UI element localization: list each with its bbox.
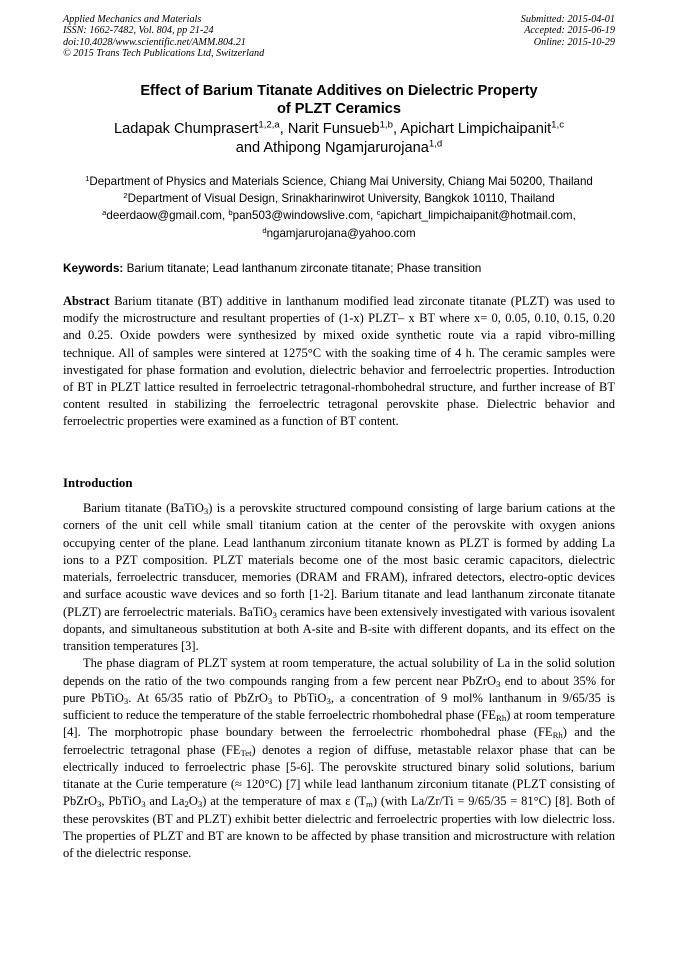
text-run: . At 65/35 ratio of PbZrO bbox=[128, 690, 268, 705]
text-run: and La bbox=[145, 794, 185, 809]
author-name: Narit Funsueb bbox=[287, 121, 380, 137]
text-run: ) at room temperature [4]. The morphotropic phase boundary between the ferroelectric rhombohedral phase (FE bbox=[63, 708, 615, 740]
affiliation-number: 1 bbox=[85, 173, 90, 183]
subscript: Tet bbox=[240, 747, 252, 758]
journal-issn: ISSN: 1662-7482, Vol. 804, pp 21-24 bbox=[63, 25, 214, 37]
affiliation-number: 2 bbox=[123, 191, 128, 200]
email-line-1 bbox=[40, 207, 638, 224]
author-affil-sup: 1,b bbox=[379, 119, 393, 131]
subscript: Rh bbox=[552, 730, 563, 741]
title-line-1: Effect of Barium Titanate Additives on Dielectric Property bbox=[140, 83, 538, 99]
author-list bbox=[63, 120, 615, 158]
keywords-text: Barium titanate; Lead lanthanum zirconate titanate; Phase transition bbox=[126, 261, 482, 275]
text-run: ) at the temperature of max ε (T bbox=[202, 794, 367, 809]
author-affil-sup: 1,d bbox=[428, 138, 443, 150]
abstract bbox=[63, 293, 615, 431]
subscript: 3 bbox=[203, 506, 209, 517]
introduction-paragraph-2 bbox=[63, 655, 615, 862]
subscript: 3 bbox=[272, 609, 277, 620]
email-address[interactable]: deerdaow@gmail.com, bbox=[106, 209, 226, 223]
paper-title bbox=[63, 82, 615, 118]
text-run: ) is a perovskite structured compound consisting of large barium cations at the corners of the unit cell while small titanium cation at the center of the perovskite with oxygen anions occupying center of the plane. Lead lanthanum zirconium titanate known as PLZT is formed by adding La ions to a PZT composition. PLZT materials become one of the most basic ceramic capacitors, dielectric materials, ferroelectric transducer, memories (DRAM and FRAM), infrared detectors, electro-optic devices and surface acoustic wave devices and so forth [1-2]. Barium titanate and lead lanthanum zirconate titanate (PLZT) are ferroelectric materials. BaTiO bbox=[63, 501, 616, 619]
email-sup: b bbox=[228, 208, 233, 218]
text-run: ) and the ferroelectric tetragonal phase (FE bbox=[63, 725, 615, 757]
affiliation-text: Department of Physics and Materials Science, Chiang Mai University, Chiang Mai 50200, Thailand bbox=[89, 175, 593, 188]
submitted-date: Submitted: 2015-04-01 bbox=[520, 14, 615, 25]
text-run: , PbTiO bbox=[101, 794, 142, 809]
subscript: m bbox=[366, 799, 373, 810]
email-sup: d bbox=[262, 225, 267, 235]
text-run: ceramics have been extensively investigated with various isovalent dopants, and simultaneous substitution at both A-site and B-site with different dopants, and its effect on the transition temperatures [3]. bbox=[63, 604, 615, 653]
email-sup: c bbox=[376, 208, 381, 218]
subscript: 3 bbox=[496, 678, 501, 689]
affiliation-1 bbox=[40, 173, 638, 190]
author-affil-sup: 1,c bbox=[551, 119, 565, 131]
online-date: Online: 2015-10-29 bbox=[533, 36, 615, 48]
journal-header-left bbox=[63, 14, 264, 60]
introduction-paragraph-1 bbox=[63, 500, 615, 655]
text-run: , a concentration of 9 mol% lanthanum in 9/65/35 is sufficient to reduce the temperature of the stable ferroelectric rhombohedral phase (FE bbox=[63, 690, 615, 722]
text-run: to PbTiO bbox=[272, 690, 327, 705]
accepted-date: Accepted: 2015-06-19 bbox=[524, 25, 615, 37]
author-name: Apichart Limpichaipanit bbox=[400, 121, 552, 137]
text-run: ) denotes a region of diffuse, metastable relaxor phase that can be electrically induced to ferroelectric phase [5-6]. The perovskite structured binary solid solutions, barium titanate at the Curie temperature (≈ 120°C) [7] while lead lanthanum zirconium titanate (PLZT consisting of PbZrO bbox=[63, 742, 616, 809]
journal-doi: doi:10.4028/www.scientific.net/AMM.804.21 bbox=[63, 36, 246, 48]
title-line-2: of PLZT Ceramics bbox=[276, 101, 402, 117]
keywords bbox=[63, 261, 615, 276]
author-affil-sup: 1,2,a bbox=[258, 119, 280, 131]
subscript: 3 bbox=[123, 695, 129, 706]
affiliations bbox=[40, 173, 638, 242]
text-run: The phase diagram of PLZT system at room temperature, the actual solubility of La in the solid solution depends on the ratio of the two compounds ranging from a few percent near PbZrO bbox=[63, 656, 615, 688]
introduction-body bbox=[63, 500, 615, 862]
email-address[interactable]: apichart_limpichaipanit@hotmail.com, bbox=[380, 209, 576, 223]
section-heading-introduction: Introduction bbox=[63, 476, 133, 490]
text-run: end to about 35% for pure PbTiO bbox=[63, 673, 615, 705]
subscript: 3 bbox=[97, 799, 102, 810]
text-run: O bbox=[188, 794, 198, 809]
author-name: Ladapak Chumprasert bbox=[113, 121, 259, 137]
author-conjunction: and bbox=[235, 140, 261, 156]
author-name: Athipong Ngamjarurojana bbox=[263, 140, 429, 156]
email-sup: a bbox=[102, 208, 107, 218]
subscript: 3 bbox=[267, 695, 273, 706]
email-address[interactable]: pan503@windowslive.com, bbox=[232, 209, 374, 223]
email-address[interactable]: ngamjarurojana@yahoo.com bbox=[266, 226, 416, 240]
affiliation-2 bbox=[40, 190, 638, 207]
text-run: Barium titanate (BaTiO bbox=[83, 501, 204, 515]
subscript: 3 bbox=[197, 799, 203, 810]
abstract-text: Barium titanate (BT) additive in lanthanum modified lead zirconate titanate (PLZT) was used to modify the microstructure and resultant properties of (1-x) PLZT– x BT where x= 0, 0.05, 0.10, 0.15, 0.20 and 0.25. Oxide powders were synthesized by mixed oxide synthetic route via a rapid vibro-milling technique. All of samples were sintered at 1275°C with the soaking time of 4 h. The ceramic samples were investigated for phase formation and evolution, dielectric behavior and ferroelectric properties. Introduction of BT in PLZT lattice resulted in ferroelectric tetragonal-rhombohedral structure, and further increase of BT content resulted in stabilizing the ferroelectric tetragonal perovskite phase. Dielectric behavior and ferroelectric properties were examined as a function of BT content. bbox=[63, 294, 616, 429]
abstract-label: Abstract bbox=[63, 294, 110, 308]
journal-header-right bbox=[521, 14, 615, 48]
journal-name: Applied Mechanics and Materials bbox=[63, 14, 202, 25]
subscript: 2 bbox=[184, 799, 189, 810]
subscript: Rh bbox=[496, 713, 507, 724]
email-line-2 bbox=[40, 225, 638, 242]
author-line-2 bbox=[63, 139, 615, 158]
affiliation-text: Department of Visual Design, Srinakharinwirot University, Bangkok 10110, Thailand bbox=[127, 192, 555, 206]
subscript: 3 bbox=[141, 799, 146, 810]
keywords-label: Keywords: bbox=[63, 261, 124, 275]
journal-copyright: © 2015 Trans Tech Publications Ltd, Switzerland bbox=[63, 48, 265, 60]
author-line-1: Ladapak Chumprasert$^{1,2,a}$, Narit Funsueb$^{1,b}$, Apichart Limpichaipanit$^{1,c}$ bbox=[113, 119, 565, 137]
subscript: 3 bbox=[326, 695, 331, 706]
text-run: ) (with La/Zr/Ti = 9/65/35 = 81°C) [8]. Both of these perovskites (BT and PLZT) exhibit better dielectric and ferroelectric properties with low dielectric loss. The properties of PLZT and BT are known to be affected by phase transition and microstructure with relation of the dielectric response. bbox=[63, 794, 615, 860]
